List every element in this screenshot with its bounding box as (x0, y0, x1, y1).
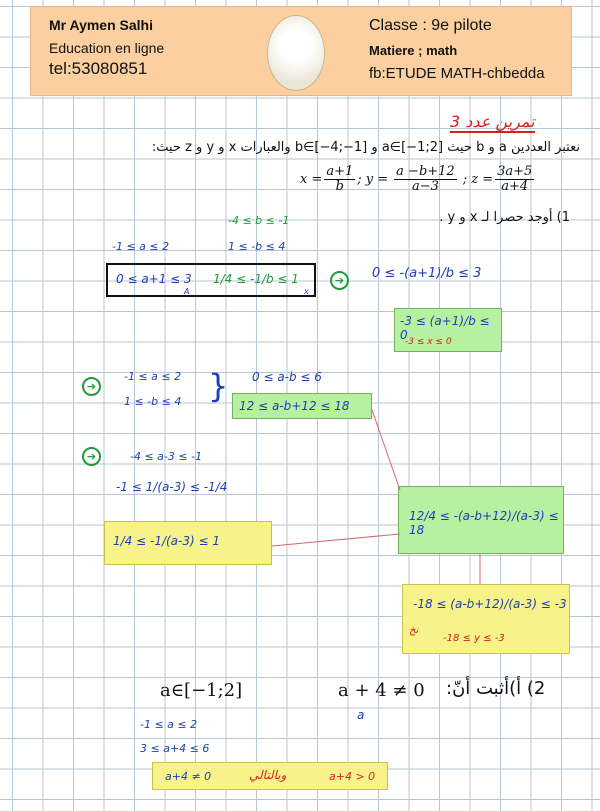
b-range: -4 ≤ b ≤ -1 (228, 214, 290, 227)
exercise-title: تمرين عدد 3 (450, 112, 535, 131)
phone-number: tel:53080851 (49, 59, 148, 78)
x-range-main: -3 ≤ (a+1)/b ≤ 0 (400, 314, 490, 342)
conclusion-left: a+4 ≠ 0 (165, 770, 212, 783)
conclusion-box (152, 762, 388, 790)
a-minus-3-range: -4 ≤ a-3 ≤ -1 (130, 450, 203, 463)
minus-inv-b-range: 1/4 ≤ -1/b ≤ 1 (213, 272, 299, 286)
q2-a-plus-4-range: 3 ≤ a+4 ≤ 6 (140, 742, 210, 755)
teacher-name: Mr Aymen Salhi (49, 17, 153, 33)
y-lhs: ; y = (357, 172, 389, 188)
mark-a: A (184, 287, 190, 296)
arrow-circle-icon: ➔ (330, 271, 349, 290)
a-plus-1-range: 0 ≤ a+1 ≤ 3 (116, 272, 192, 286)
mark-x: x (304, 287, 309, 296)
q2-a-range: -1 ≤ a ≤ 2 (140, 718, 198, 731)
x-range-sub: -3 ≤ x ≤ 0 (405, 337, 452, 347)
y-range-box (402, 584, 570, 654)
x-denominator: b (335, 179, 344, 195)
brace-icon: } (208, 367, 229, 405)
minus-b-range: 1 ≤ -b ≤ 4 (228, 240, 286, 253)
conclusion-middle: وبالتالي (249, 768, 287, 782)
x-numerator: a+1 (326, 164, 354, 179)
q2-inequality: a + 4 ≠ 0 (338, 680, 425, 701)
facebook-label: fb:ETUDE MATH-chbedda (369, 65, 545, 82)
quotient-range: 12/4 ≤ -(a-b+12)/(a-3) ≤ 18 (409, 509, 559, 537)
z-numerator: 3a+5 (497, 164, 533, 179)
x-lhs: x = (300, 172, 323, 188)
a-range: -1 ≤ a ≤ 2 (112, 240, 170, 253)
arrow-circle-icon: ➔ (82, 377, 101, 396)
arrow-circle-icon: ➔ (82, 447, 101, 466)
q2-a: a (357, 708, 365, 722)
z-lhs: ; z = (462, 172, 494, 188)
education-label: Education en ligne (49, 40, 165, 56)
numerator-range: 12 ≤ a-b+12 ≤ 18 (239, 399, 350, 413)
subject-label: Matiere ; math (369, 43, 458, 58)
q2-condition: a∈[−1;2] (160, 680, 243, 701)
y-range-note: نخ (409, 625, 419, 636)
connector-line (272, 534, 400, 546)
sum-ab: 0 ≤ a-b ≤ 6 (252, 370, 322, 384)
y-numerator: a −b+12 (396, 164, 455, 179)
y-denominator: a−3 (411, 179, 439, 195)
y-range-main: -18 ≤ (a-b+12)/(a-3) ≤ -3 (413, 597, 567, 611)
q2-label: 2) أ)أثبت أنّ: (446, 678, 546, 699)
inverse-result: 1/4 ≤ -1/(a-3) ≤ 1 (113, 534, 221, 548)
z-denominator: a+4 (501, 179, 529, 195)
result-x: 0 ≤ -(a+1)/b ≤ 3 (372, 266, 482, 281)
inverse-range: -1 ≤ 1/(a-3) ≤ -1/4 (116, 480, 228, 494)
conclusion-right: a+4 > 0 (329, 770, 376, 783)
statement-line: نعتبر العددين a و b حيث a∈[−1;2] و b∈[−4;−1] والعبارات x و y و z حيث: (151, 140, 580, 155)
system-b: 1 ≤ -b ≤ 4 (124, 395, 182, 408)
connector-line (372, 410, 400, 490)
system-a: -1 ≤ a ≤ 2 (124, 370, 182, 383)
y-range-sub: -18 ≤ y ≤ -3 (443, 633, 505, 644)
question-1: 1) أوجد حصرا لـ x و y . (439, 210, 570, 225)
class-label: Classe : 9e pilote (369, 17, 492, 34)
